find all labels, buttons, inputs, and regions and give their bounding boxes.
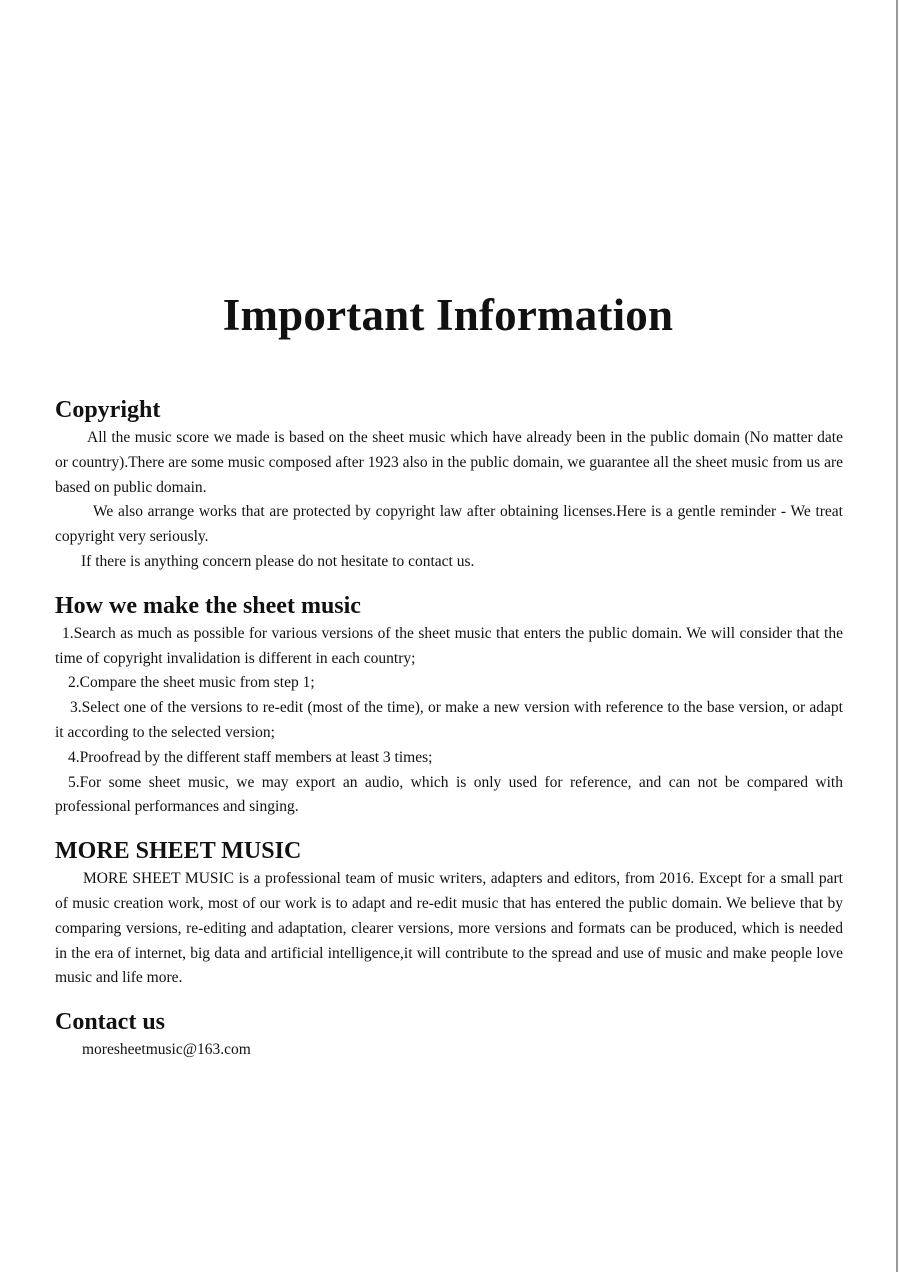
process-step: 1.Search as much as possible for various versions of the sheet music that enters the public domain. We will consider that the time of copyright invalidation is different in each country; <box>55 624 843 667</box>
more-sheet-music-heading: MORE SHEET MUSIC <box>55 838 302 865</box>
how-we-make-section <box>55 591 843 820</box>
contact-heading: Contact us <box>55 1009 166 1036</box>
contact-email: moresheetmusic@163.com <box>82 1041 251 1059</box>
how-we-make-heading: How we make the sheet music <box>55 592 361 619</box>
more-sheet-music-paragraph: MORE SHEET MUSIC is a professional team of music writers, adapters and editors, from 2016. Except for a small part of music creation work, most of our work is to adapt and re-edit music that has entered the public domain. We believe that by comparing versions, re-editing and adaptation, clearer versions, more versions and formats can be produced, which is needed in the era of internet, big data and artificial intelligence,it will contribute to the spread and use of music and make people love music and life more. <box>55 870 843 987</box>
document-body <box>55 395 843 1063</box>
page-title: Important Information <box>222 290 674 340</box>
process-step: 5.For some sheet music, we may export an audio, which is only used for reference, and can not be compared with professional performances and singing. <box>55 773 843 816</box>
process-step: 2.Compare the sheet music from step 1; <box>68 674 315 692</box>
copyright-paragraph: We also arrange works that are protected by copyright law after obtaining licenses.Here is a gentle reminder - We treat copyright very seriously. <box>55 503 843 546</box>
process-step: 4.Proofread by the different staff members at least 3 times; <box>68 748 433 766</box>
copyright-paragraph: All the music score we made is based on the sheet music which have already been in the public domain (No matter date or country).There are some music composed after 1923 also in the public domain, we guarantee all the sheet music from us are based on public domain. <box>55 429 843 496</box>
contact-section <box>55 1007 843 1063</box>
copyright-heading: Copyright <box>55 397 161 423</box>
process-step: 3.Select one of the versions to re-edit (most of the time), or make a new version with reference to the base version, or adapt it according to the selected version; <box>55 699 843 741</box>
more-sheet-music-section <box>55 836 843 991</box>
copyright-paragraph: If there is anything concern please do not hesitate to contact us. <box>81 552 475 570</box>
copyright-section <box>55 395 843 575</box>
